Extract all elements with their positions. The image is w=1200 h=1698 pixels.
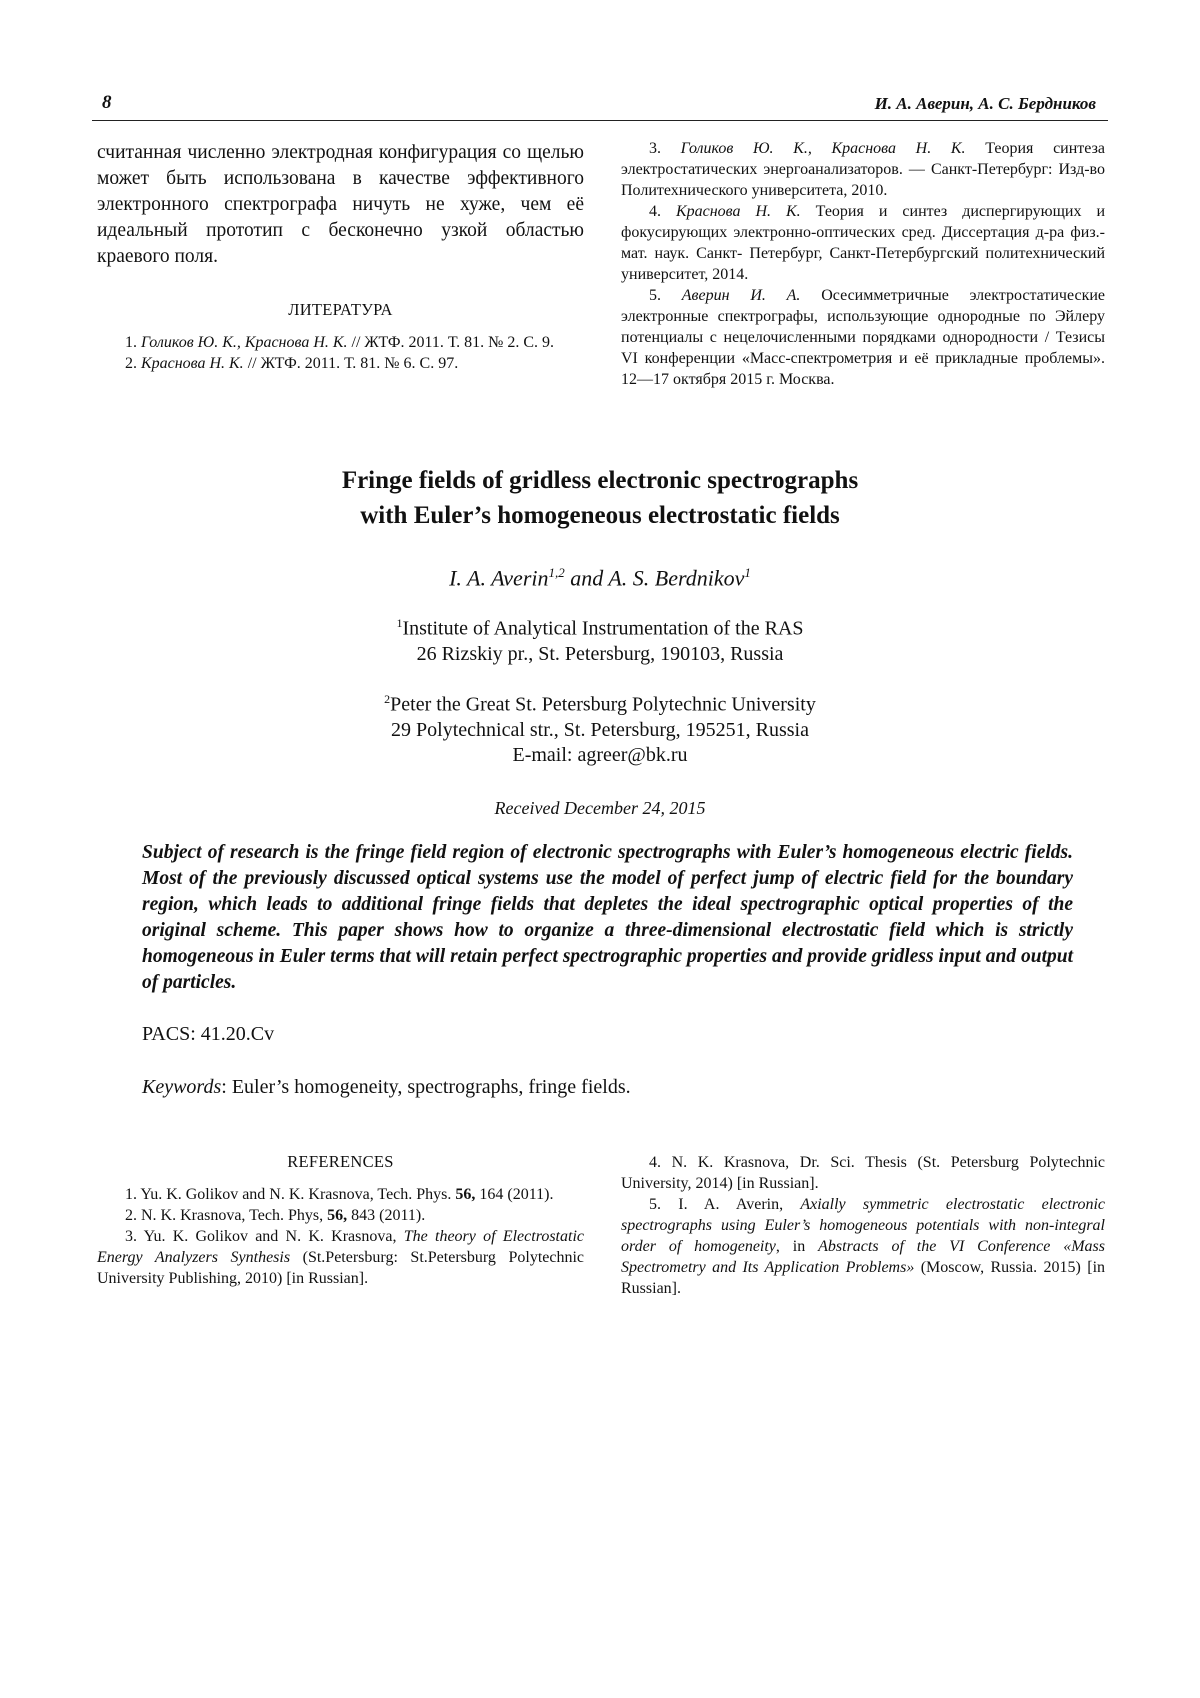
references-column-right xyxy=(621,1152,1105,1299)
references-column-left xyxy=(97,1152,584,1289)
reference-item: 2. N. K. Krasnova, Tech. Phys, 56, 843 (2011). xyxy=(125,1207,426,1224)
affiliation-1: $^1$Institute of Analytical Instrumentation of the RAS 26 Rizskiy pr., St. Petersburg, 190103, Russia xyxy=(396,616,804,665)
pacs-code: PACS: 41.20.Cv xyxy=(142,1023,275,1045)
reference-item: 3. Yu. K. Golikov and N. K. Krasnova, The theory of Electrostatic Energy Analyzers Synthesis (St.Petersburg: St.Petersburg Polytechnic University Publishing, 2010) [in Russian]. xyxy=(97,1228,585,1287)
russian-body-text: считанная численно электродная конфигурация со щелью может быть использована в качестве эффективного электронного спектрографа ничуть не хуже, чем её идеальный прототип с бесконечно узкой областью краевого поля. xyxy=(97,142,584,267)
received-date: Received December 24, 2015 xyxy=(494,797,706,818)
russian-ref-item: 2. Краснова Н. К. // ЖТФ. 2011. Т. 81. № 6. С. 97. xyxy=(125,355,459,372)
running-header xyxy=(92,94,1108,121)
russian-ref-item: 1. Голиков Ю. К., Краснова Н. К. // ЖТФ. 2011. Т. 81. № 2. С. 9. xyxy=(125,334,555,351)
affiliation-2: $^2$Peter the Great St. Petersburg Polytechnic University 29 Polytechnical str., St. Petersburg, 195251, Russia E-mail: agreer@bk.ru xyxy=(384,691,816,766)
article-authors: I. A. Averin$^{1,2}$ and A. S. Berdnikov$^1$ xyxy=(449,565,751,591)
russian-text-column xyxy=(97,140,584,374)
article-title: Fringe fields of gridless electronic spectrographs with Euler’s homogeneous electrostatic fields xyxy=(341,467,859,529)
running-authors: И. А. Аверин, А. С. Бердников xyxy=(874,94,1096,113)
reference-item: 4. N. K. Krasnova, Dr. Sci. Thesis (St. Petersburg Polytechnic University, 2014) [in Russian]. xyxy=(621,1154,1105,1192)
russian-ref-item: 3. Голиков Ю. К., Краснова Н. К. Теория синтеза электростатических энергоанализаторов. — Санкт-Петербург: Изд-во Политехнического университета, 2010. xyxy=(621,140,1105,199)
article-abstract: Subject of research is the fringe field region of electronic spectrographs with Euler’s homogeneous electric fields. Most of the previously discussed optical systems use the model of perfect jump of electric field for the boundary region, which leads to additional fringe fields that depletes the ideal spectrographic optical properties of the original scheme. This paper shows how to organize a three-dimensional electrostatic field which is strictly homogeneous in Euler terms that will retain perfect spectrographic properties and provide gridless input and output of particles. xyxy=(142,842,1073,993)
reference-item: 5. I. A. Averin, Axially symmetric electrostatic electronic spectrographs using Euler’s homogeneous potentials with non-integral order of homogeneity, in Abstracts of the VI Conference «Mass Spectrometry and Its Application Problems» (Moscow, Russia. 2015) [in Russian]. xyxy=(621,1196,1106,1297)
russian-refs-column xyxy=(621,138,1105,390)
article-keywords: Keywords: Euler’s homogeneity, spectrographs, fringe fields. xyxy=(142,1076,631,1098)
page-number: 8 xyxy=(102,92,112,113)
russian-refs-title: ЛИТЕРАТУРА xyxy=(288,300,393,319)
article-title-block xyxy=(100,463,1100,819)
references-title: REFERENCES xyxy=(287,1152,394,1171)
russian-ref-item: 4. Краснова Н. К. Теория и синтез диспергирующих и фокусирующих электронно-оптических сред. Диссертация д-ра физ.-мат. наук. Санкт- Петербург, Санкт-Петербургский политехнический университет, 2014. xyxy=(621,203,1105,283)
russian-ref-item: 5. Аверин И. А. Осесимметричные электростатические электронные спектрографы, использующие однородные по Эйлеру потенциалы с нецелочисленными порядками однородности / Тезисы VI конференции «Масс-спектрометрия и её прикладные проблемы». 12—17 октября 2015 г. Москва. xyxy=(621,287,1106,388)
reference-item: 1. Yu. K. Golikov and N. K. Krasnova, Tech. Phys. 56, 164 (2011). xyxy=(125,1186,554,1203)
author-email: E-mail: agreer@bk.ru xyxy=(512,743,688,766)
